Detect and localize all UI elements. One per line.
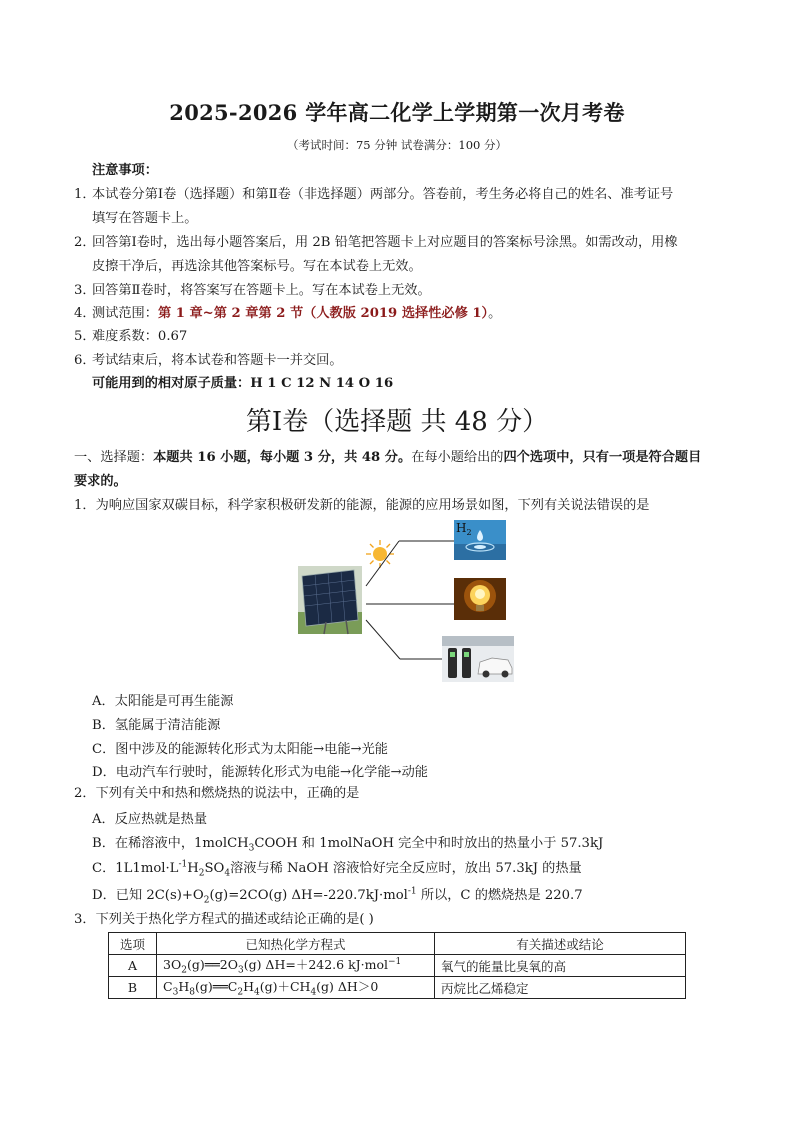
notice-item-1-cont: 填写在答题卡上。 [92,211,198,226]
notice-item-4: 4．测试范围：第 1 章~第 2 章第 2 节（人教版 2019 选择性必修 1）。 [74,306,502,321]
question-3-stem: 3．下列关于热化学方程式的描述或结论正确的是( ) [74,912,374,927]
question-2-option-d: D．已知 $2C(s)+O_2(g)=2CO(g)$ ΔH=-220.7kJ·mol$^{-1}$ 所以，C 的燃烧热是 220.7 [92,886,583,906]
question-2-option-a: A．反应热就是热量 [92,812,208,827]
question-1-stem: 1．为响应国家双碳目标，科学家积极研发新的能源，能源的应用场景如图，下列有关说法错误的是 [74,498,650,513]
table-header-conclusion: 有关描述或结论 [435,933,686,955]
table-cell-conclusion: 氧气的能量比臭氧的高 [435,955,686,977]
table-header-equation: 已知热化学方程式 [157,933,435,955]
notice-item-2-cont: 皮擦干净后，再选涂其他答案标号。写在本试卷上无效。 [92,259,422,274]
table-row [109,955,686,977]
section-intro: 一、选择题：本题共 16 小题，每小题 3 分，共 48 分。在每小题给出的四个选项中，只有一项是符合题目 [74,450,702,465]
light-bulb-image [454,578,506,620]
table-row [109,977,686,999]
section-intro-cont: 要求的。 [74,474,127,489]
energy-figure [296,516,521,688]
solar-panel-image [298,566,362,634]
svg-text:H2: $H_2$ [456,521,472,537]
table-cell-conclusion: 丙烷比乙烯稳定 [435,977,686,999]
ev-charging-image [442,636,514,682]
table-header-row [109,933,686,955]
question-1-option-d: D．电动汽车行驶时，能源转化形式为电能→化学能→动能 [92,765,428,780]
question-2-option-b: B．在稀溶液中，1molCH$_3$COOH 和 1molNaOH 完全中和时放出的热量小于 57.3kJ [92,836,604,854]
notice-item-3: 3．回答第Ⅱ卷时，将答案写在答题卡上。写在本试卷上无效。 [74,283,431,298]
exam-title: 2025-2026 学年高二化学上学期第一次月考卷 [169,100,625,125]
question-1-option-c: C．图中涉及的能源转化形式为太阳能→电能→光能 [92,742,388,757]
test-range: 第 1 章~第 2 章第 2 节（人教版 2019 选择性必修 1） [157,306,489,321]
question-3-table [108,932,686,999]
question-2-option-c: C．$1L1mol\cdot L^{-1}H_2SO_4$溶液与稀 NaOH 溶液恰好完全反应时，放出 57.3kJ 的热量 [92,859,582,879]
atomic-mass: 可能用到的相对原子质量：H 1 C 12 N 14 O 16 [92,376,394,391]
question-2-stem: 2．下列有关中和热和燃烧热的说法中，正确的是 [74,786,360,801]
question-1-option-a: A．太阳能是可再生能源 [92,694,234,709]
table-cell-option: A [109,955,157,977]
table-header-option: 选项 [109,933,157,955]
question-1-option-b: B．氢能属于清洁能源 [92,718,221,733]
notice-heading: 注意事项： [92,163,158,178]
section-title: 第Ⅰ卷（选择题 共 48 分） [245,407,549,437]
notice-item-6: 6．考试结束后，将本试卷和答题卡一并交回。 [74,353,343,368]
notice-item-2: 2．回答第Ⅰ卷时，选出每小题答案后，用 2B 铅笔把答题卡上对应题目的答案标号涂黑。如需改动，用橡 [74,235,678,250]
notice-item-5: 5．难度系数：0.67 [74,329,188,344]
notice-item-1: 1．本试卷分第Ⅰ卷（选择题）和第Ⅱ卷（非选择题）两部分。答卷前，考生务必将自己的姓名、准考证号 [74,187,674,202]
table-cell-equation: $C_3H_8(g)══C_2H_4(g)+CH_4(g)$ ΔH＞0 [157,977,435,999]
table-cell-option: B [109,977,157,999]
exam-subtitle: （考试时间：75 分钟 试卷满分：100 分） [286,138,508,152]
hydrogen-water-image [454,520,506,560]
table-cell-equation: $3O_2(g)══2O_3(g)$ ΔH=＋242.6 kJ·mol$^{-1}$ [157,955,435,977]
